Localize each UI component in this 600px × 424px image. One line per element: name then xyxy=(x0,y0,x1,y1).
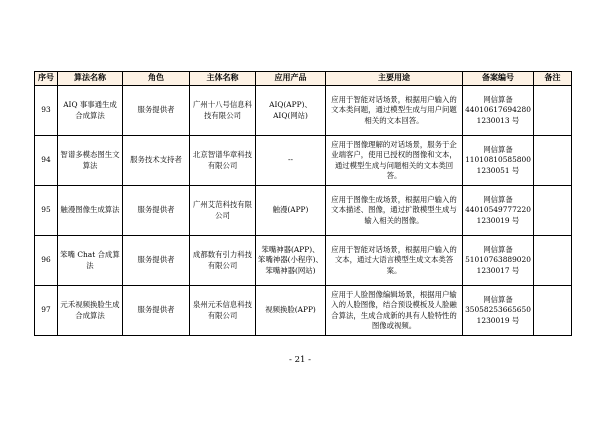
header-cell-note: 备注 xyxy=(534,72,572,86)
cell-filing: 网信算备 35058253665650 1230019 号 xyxy=(463,286,534,336)
cell-algorithm: 元禾视频换脸生成合成算法 xyxy=(58,286,123,336)
cell-role: 服务技术支持者 xyxy=(123,136,190,186)
cell-no: 96 xyxy=(35,236,58,286)
cell-product: 触漫(APP) xyxy=(256,186,326,236)
header-cell-usage: 主要用途 xyxy=(326,72,463,86)
cell-algorithm: AIQ 事事通生成合成算法 xyxy=(58,86,123,136)
header-cell-entity: 主体名称 xyxy=(190,72,256,86)
cell-filing: 网信算备 44010549777220 1230019 号 xyxy=(463,186,534,236)
cell-filing: 网信算备 11010810585800 1230051 号 xyxy=(463,136,534,186)
cell-note xyxy=(534,136,572,186)
table-row xyxy=(35,186,572,236)
cell-usage: 应用于图像生成场景，根据用户输入的文本描述、图像，通过扩散模型生成与输入相关的图像。 xyxy=(326,186,463,236)
cell-product: 笨嘴神器(APP)、笨嘴神器(小程序)、笨嘴神器(网站) xyxy=(256,236,326,286)
cell-entity: 北京智谱华章科技有限公司 xyxy=(190,136,256,186)
table-header-row xyxy=(35,72,572,86)
header-cell-product: 应用产品 xyxy=(256,72,326,86)
cell-usage: 应用于图像理解的对话场景，服务于企业端客户，使用已授权的图像和文本，通过模型生成与问题相关的文本类回答。 xyxy=(326,136,463,186)
cell-algorithm: 触漫图像生成算法 xyxy=(58,186,123,236)
cell-note xyxy=(534,236,572,286)
table-row xyxy=(35,86,572,136)
table-row xyxy=(35,286,572,336)
cell-entity: 泉州元禾信息科技有限公司 xyxy=(190,286,256,336)
cell-entity: 成都数有引力科技有限公司 xyxy=(190,236,256,286)
cell-role: 服务提供者 xyxy=(123,86,190,136)
page-number: - 21 - xyxy=(289,355,311,365)
cell-usage: 应用于智能对话场景，根据用户输入的文本类问题，通过模型生成与用户问题相关的文本回答。 xyxy=(326,86,463,136)
cell-role: 服务提供者 xyxy=(123,186,190,236)
cell-no: 95 xyxy=(35,186,58,236)
cell-filing: 网信算备 51010763889020 1230017 号 xyxy=(463,236,534,286)
cell-algorithm: 智谱多模态图生文算法 xyxy=(58,136,123,186)
table-row xyxy=(35,236,572,286)
cell-note xyxy=(534,186,572,236)
table-row xyxy=(35,136,572,186)
cell-algorithm: 笨嘴 Chat 合成算法 xyxy=(58,236,123,286)
algorithm-filing-table xyxy=(34,71,572,336)
cell-note xyxy=(534,286,572,336)
cell-product: 视频换脸(APP) xyxy=(256,286,326,336)
cell-note xyxy=(534,86,572,136)
cell-no: 93 xyxy=(35,86,58,136)
cell-product: AIQ(APP)、AIQ(网站) xyxy=(256,86,326,136)
cell-filing: 网信算备 44010617694280 1230013 号 xyxy=(463,86,534,136)
cell-no: 94 xyxy=(35,136,58,186)
cell-role: 服务提供者 xyxy=(123,286,190,336)
cell-role: 服务提供者 xyxy=(123,236,190,286)
cell-entity: 广州十八号信息科技有限公司 xyxy=(190,86,256,136)
header-cell-algorithm: 算法名称 xyxy=(58,72,123,86)
header-cell-role: 角色 xyxy=(123,72,190,86)
cell-usage: 应用于人脸图像编辑场景，根据用户输入的人脸图像，结合预设模板及人脸融合算法，生成合成新的具有人脸特性的图像或视频。 xyxy=(326,286,463,336)
cell-entity: 广州艾范科技有限公司 xyxy=(190,186,256,236)
header-cell-filing: 备案编号 xyxy=(463,72,534,86)
header-cell-no: 序号 xyxy=(35,72,58,86)
cell-product: -- xyxy=(256,136,326,186)
cell-usage: 应用于智能对话场景，根据用户输入的文本，通过大语言模型生成文本类答案。 xyxy=(326,236,463,286)
cell-no: 97 xyxy=(35,286,58,336)
